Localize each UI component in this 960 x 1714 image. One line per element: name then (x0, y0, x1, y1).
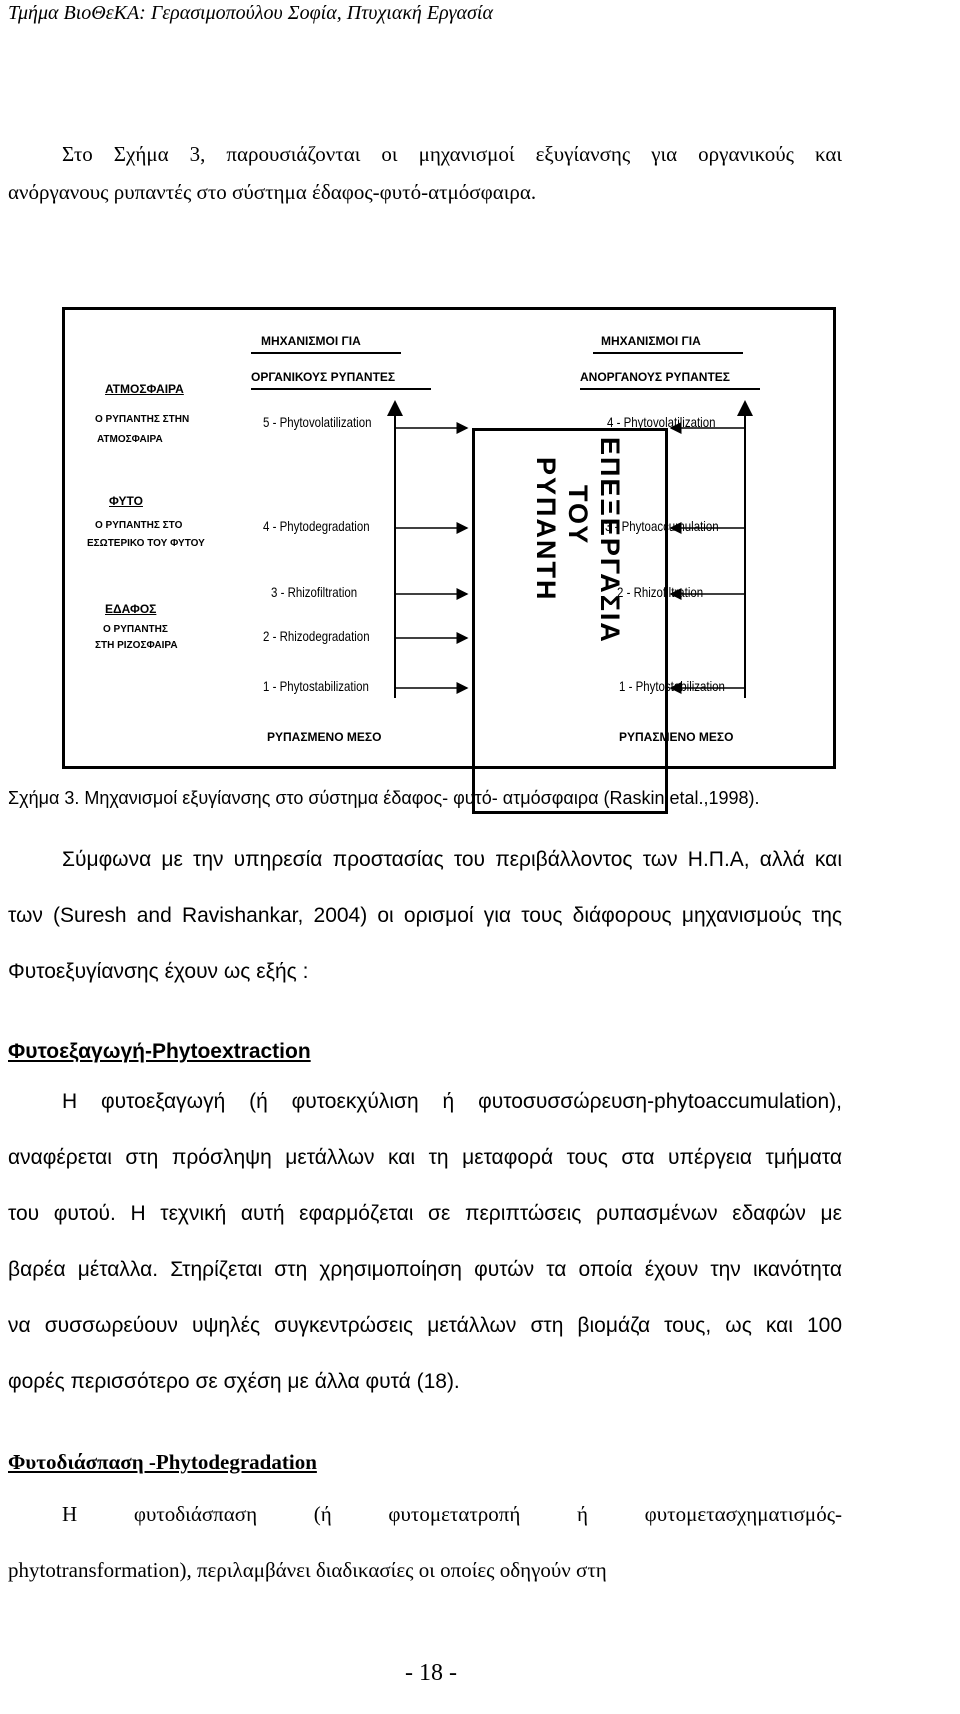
section2-line-1: Η φυτοδιάσπαση (ή φυτομετατροπή ή φυτομετασχηματισμός- (62, 1502, 842, 1526)
intro-line-1: Στο Σχήμα 3, παρουσιάζονται οι μηχανισμοί εξυγίανσης για οργανικούς και (62, 142, 842, 166)
inorganic-title-2: ΑΝΟΡΓΑΝΟΥΣ ΡΥΠΑΝΤΕΣ (580, 370, 730, 384)
section2-heading: Φυτοδιάσπαση -Phytodegradation (8, 1450, 317, 1474)
section1-line-4: βαρέα μέταλλα. Στηρίζεται στη χρησιμοποίηση φυτών τα οποία έχουν την ικανότητα (8, 1258, 842, 1281)
zone-soil-title: ΕΔΑΦΟΣ (105, 602, 157, 616)
inorganic-step-2: 2 - Rhizofiltration (617, 584, 704, 600)
processing-label-2: ΤΟΥ (563, 485, 593, 546)
para2-line-3: Φυτοεξυγίανσης έχουν ως εξής : (8, 960, 309, 983)
zone-plant-title: ΦΥΤΟ (109, 494, 143, 508)
organic-title-rule-2 (251, 388, 431, 390)
organic-step-5: 5 - Phytovolatilization (263, 414, 372, 430)
organic-title-2: ΟΡΓΑΝΙΚΟΥΣ ΡΥΠΑΝΤΕΣ (251, 370, 396, 384)
intro-line-2: ανόργανους ρυπαντές στο σύστημα έδαφος-φυτό-ατμόσφαιρα. (8, 180, 537, 204)
zone-soil-sub1: Ο ΡΥΠΑΝΤΗΣ (103, 624, 168, 635)
section1-line-6: φορές περισσότερο σε σχέση με άλλα φυτά (18). (8, 1370, 460, 1393)
section1-line-5: να συσσωρεύουν υψηλές συγκεντρώσεις μετάλλων στη βιομάζα τους, ως και 100 (8, 1314, 842, 1337)
zone-plant-sub1: Ο ΡΥΠΑΝΤΗΣ ΣΤΟ (95, 520, 183, 531)
organic-title-rule (251, 352, 401, 354)
para2-line-1: Σύμφωνα με την υπηρεσία προστασίας του περιβάλλοντος των Η.Π.Α, αλλά και (62, 848, 842, 871)
page-header: Τμήμα ΒιοΘεΚΑ: Γερασιμοπούλου Σοφία, Πτυχιακή Εργασία (8, 2, 493, 24)
para2-line-2: των (Suresh and Ravishankar, 2004) οι ορισμοί για τους διάφορους μηχανισμούς της (8, 904, 842, 927)
figure-3 (62, 307, 836, 769)
section1-line-2: αναφέρεται στη πρόσληψη μετάλλων και τη μεταφορά τους στα υπέργεια τμήματα (8, 1146, 842, 1169)
figure-caption: Σχήμα 3. Μηχανισμοί εξυγίανσης στο σύστημα έδαφος- φυτό- ατμόσφαιρα (Raskin etal.,1998). (8, 788, 760, 808)
inorganic-step-3: 3 - Phytoaccumulation (605, 518, 719, 534)
zone-atmosphere-title: ΑΤΜΟΣΦΑΙΡΑ (105, 382, 184, 396)
inorganic-title-rule-2 (580, 388, 760, 390)
processing-label-3: ΡΥΠΑΝΤΗ (531, 457, 561, 602)
inorganic-title-rule (593, 352, 743, 354)
zone-atmosphere-sub1: Ο ΡΥΠΑΝΤΗΣ ΣΤΗΝ (95, 414, 190, 425)
zone-plant-sub2: ΕΣΩΤΕΡΙΚΟ ΤΟΥ ΦΥΤΟΥ (87, 538, 205, 549)
organic-title-1: ΜΗΧΑΝΙΣΜΟΙ ΓΙΑ (261, 334, 361, 348)
section2-line-2: phytotransformation), περιλαμβάνει διαδικασίες οι οποίες οδηγούν στη (8, 1558, 607, 1582)
zone-atmosphere-sub2: ΑΤΜΟΣΦΑΙΡΑ (97, 434, 163, 445)
zone-soil-sub2: ΣΤΗ ΡΙΖΟΣΦΑΙΡΑ (95, 640, 178, 651)
organic-step-2: 2 - Rhizodegradation (263, 628, 370, 644)
inorganic-medium: ΡΥΠΑΣΜΕΝΟ ΜΕΣΟ (619, 730, 734, 744)
processing-box (472, 428, 668, 814)
organic-medium: ΡΥΠΑΣΜΕΝΟ ΜΕΣΟ (267, 730, 382, 744)
section1-heading: Φυτοεξαγωγή-Phytoextraction (8, 1040, 311, 1063)
organic-step-4: 4 - Phytodegradation (263, 518, 370, 534)
processing-label-1: ΕΠΕΞΕΡΓΑΣΙΑ (595, 437, 625, 644)
inorganic-title-1: ΜΗΧΑΝΙΣΜΟΙ ΓΙΑ (601, 334, 701, 348)
inorganic-step-1: 1 - Phytostabilization (619, 678, 725, 694)
organic-step-3: 3 - Rhizofiltration (271, 584, 358, 600)
page-number: - 18 - (405, 1660, 457, 1686)
inorganic-step-4: 4 - Phytovolatilization (607, 414, 716, 430)
section1-line-3: του φυτού. Η τεχνική αυτή εφαρμόζεται σε περιπτώσεις ρυπασμένων εδαφών με (8, 1202, 842, 1225)
section1-line-1: Η φυτοεξαγωγή (ή φυτοεκχύλιση ή φυτοσυσσώρευση-phytoaccumulation), (62, 1090, 842, 1113)
organic-step-1: 1 - Phytostabilization (263, 678, 369, 694)
